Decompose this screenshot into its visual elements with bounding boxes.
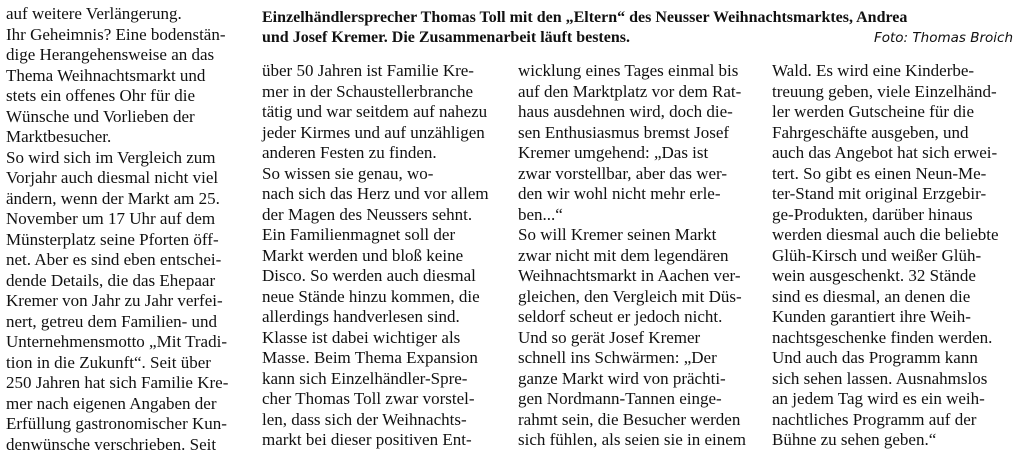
text-line: ändern, wenn der Markt am 25.: [6, 189, 228, 210]
text-line: Wald. Es wird eine Kinderbe-: [772, 61, 999, 82]
text-line: len, dass sich der Weihnachts-: [262, 410, 489, 431]
text-line: mer nach eigenen Angaben der: [6, 394, 228, 415]
text-line: Unternehmensmotto „Mit Tradi-: [6, 332, 228, 353]
text-line: Wünsche und Vorlieben der: [6, 107, 228, 128]
text-line: Glüh-Kirsch und weißer Glüh-: [772, 246, 999, 267]
text-line: anderen Festen zu finden.: [262, 143, 489, 164]
text-line: dige Herangehensweise an das: [6, 45, 228, 66]
text-line: den wir wohl nicht mehr erle-: [518, 184, 746, 205]
text-line: Thema Weihnachtsmarkt und: [6, 66, 228, 87]
text-line: Ein Familienmagnet soll der: [262, 225, 489, 246]
text-line: seldorf scheut er jedoch nicht.: [518, 307, 746, 328]
text-line: wein ausgeschenkt. 32 Stände: [772, 266, 999, 287]
text-line: markt bei dieser positiven Ent-: [262, 430, 489, 451]
text-line: schnell ins Schwärmen: „Der: [518, 348, 746, 369]
text-line: sich sehen lassen. Ausnahmslos: [772, 369, 999, 390]
text-line: ter-Stand mit original Erzgebir-: [772, 184, 999, 205]
text-line: sind es diesmal, an denen die: [772, 287, 999, 308]
article-column-4: [772, 61, 999, 451]
text-line: 250 Jahren hat sich Familie Kre-: [6, 373, 228, 394]
article-column-2: [262, 61, 489, 451]
text-line: neue Stände hinzu kommen, die: [262, 287, 489, 308]
text-line: nachtsgeschenke finden werden.: [772, 328, 999, 349]
text-line: tätig und war seitdem auf nahezu: [262, 102, 489, 123]
text-line: Erfüllung gastronomischer Kun-: [6, 414, 228, 435]
text-line: Bühne zu sehen geben.“: [772, 430, 999, 451]
text-line: ganze Markt wird von prächti-: [518, 369, 746, 390]
text-line: an jedem Tag wird es ein weih-: [772, 389, 999, 410]
text-line: werden diesmal auch die beliebte: [772, 225, 999, 246]
text-line: Ihr Geheimnis? Eine bodenstän-: [6, 25, 228, 46]
text-line: mer in der Schaustellerbranche: [262, 82, 489, 103]
text-line: Und so gerät Josef Kremer: [518, 328, 746, 349]
article-column-3: [518, 61, 746, 451]
caption-line: Einzelhändlersprecher Thomas Toll mit den „Eltern“ des Neusser Weihnachtsmarktes, Andrea: [262, 8, 1017, 28]
text-line: stets ein offenes Ohr für die: [6, 86, 228, 107]
text-line: auf weitere Verlängerung.: [6, 4, 228, 25]
text-line: ler werden Gutscheine für die: [772, 102, 999, 123]
photo-credit: Foto: Thomas Broich: [874, 28, 1013, 48]
text-line: auch das Angebot hat sich erwei-: [772, 143, 999, 164]
text-line: kann sich Einzelhändler-Spre-: [262, 369, 489, 390]
text-line: denwünsche verschrieben. Seit: [6, 435, 228, 455]
text-line: Fahrgeschäfte ausgeben, und: [772, 123, 999, 144]
text-line: dende Details, die das Ehepaar: [6, 271, 228, 292]
text-line: gen Nordmann-Tannen einge-: [518, 389, 746, 410]
article-column-1: [6, 4, 228, 455]
caption-line-text: und Josef Kremer. Die Zusammenarbeit läuft bestens.: [262, 29, 630, 46]
text-line: gleichen, den Vergleich mit Düs-: [518, 287, 746, 308]
text-line: tion in die Zukunft“. Seit über: [6, 353, 228, 374]
text-line: Kremer umgehend: „Das ist: [518, 143, 746, 164]
caption-line-with-credit: [262, 28, 1017, 48]
text-line: Disco. So werden auch diesmal: [262, 266, 489, 287]
text-line: auf den Marktplatz vor dem Rat-: [518, 82, 746, 103]
text-line: So will Kremer seinen Markt: [518, 225, 746, 246]
text-line: Marktbesucher.: [6, 127, 228, 148]
text-line: ge-Produkten, darüber hinaus: [772, 205, 999, 226]
text-line: zwar nicht mit dem legendären: [518, 246, 746, 267]
text-line: Vorjahr auch diesmal nicht viel: [6, 168, 228, 189]
text-line: Kunden garantiert ihre Weih-: [772, 307, 999, 328]
text-line: sich fühlen, als seien sie in einem: [518, 430, 746, 451]
text-line: November um 17 Uhr auf dem: [6, 209, 228, 230]
text-line: über 50 Jahren ist Familie Kre-: [262, 61, 489, 82]
text-line: nert, getreu dem Familien- und: [6, 312, 228, 333]
text-line: rahmt sein, die Besucher werden: [518, 410, 746, 431]
text-line: allerdings handverlesen sind.: [262, 307, 489, 328]
text-line: So wird sich im Vergleich zum: [6, 148, 228, 169]
text-line: der Magen des Neussers sehnt.: [262, 205, 489, 226]
text-line: treuung geben, viele Einzelhänd-: [772, 82, 999, 103]
text-line: wicklung eines Tages einmal bis: [518, 61, 746, 82]
text-line: tert. So gibt es einen Neun-Me-: [772, 164, 999, 185]
text-line: cher Thomas Toll zwar vorstel-: [262, 389, 489, 410]
text-line: zwar vorstellbar, aber das wer-: [518, 164, 746, 185]
text-line: nach sich das Herz und vor allem: [262, 184, 489, 205]
text-line: Klasse ist dabei wichtiger als: [262, 328, 489, 349]
text-line: sen Enthusiasmus bremst Josef: [518, 123, 746, 144]
text-line: Markt werden und bloß keine: [262, 246, 489, 267]
text-line: nachtliches Programm auf der: [772, 410, 999, 431]
text-line: haus ausdehnen wird, doch die-: [518, 102, 746, 123]
text-line: ben...“: [518, 205, 746, 226]
text-line: jeder Kirmes und auf unzähligen: [262, 123, 489, 144]
text-line: Masse. Beim Thema Expansion: [262, 348, 489, 369]
photo-caption: [262, 8, 1017, 48]
text-line: Und auch das Programm kann: [772, 348, 999, 369]
text-line: Münsterplatz seine Pforten öff-: [6, 230, 228, 251]
text-line: net. Aber es sind eben entschei-: [6, 250, 228, 271]
text-line: Weihnachtsmarkt in Aachen ver-: [518, 266, 746, 287]
text-line: So wissen sie genau, wo-: [262, 164, 489, 185]
text-line: Kremer von Jahr zu Jahr verfei-: [6, 291, 228, 312]
